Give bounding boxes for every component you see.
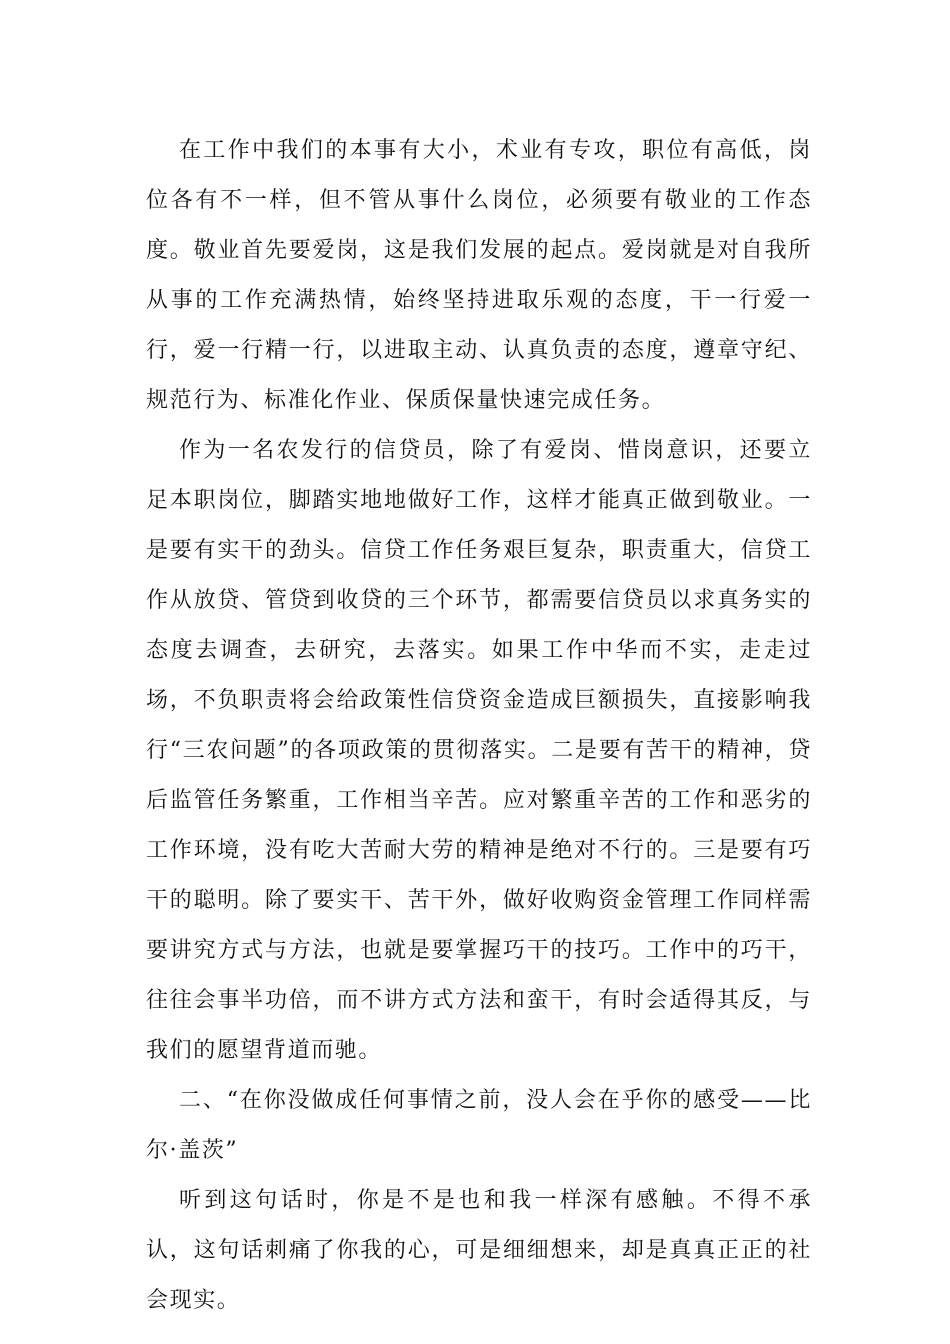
section-heading-bill-gates: 二、“在你没做成任何事情之前，没人会在乎你的感受——比尔·盖茨”: [146, 1088, 812, 1163]
paragraph-dedication: 在工作中我们的本事有大小，术业有专攻，职位有高低，岗位各有不一样，但不管从事什么岗位，必须要有敬业的工作态度。敬业首先要爱岗，这是我们发展的起点。爱岗就是对自我所从事的工作充满热情，始终坚持进取乐观的态度，干一行爱一行，爱一行精一行，以进取主动、认真负责的态度，遵章守纪、规范行为、标准化作业、保质保量快速完成任务。: [146, 138, 812, 413]
paragraph-reflection: 听到这句话时，你是不是也和我一样深有感触。不得不承认，这句话刺痛了你我的心，可是细细想来，却是真真正正的社会现实。: [146, 1188, 812, 1313]
document-body: [146, 126, 812, 1326]
paragraph-credit-officer: 作为一名农发行的信贷员，除了有爱岗、惜岗意识，还要立足本职岗位，脚踏实地地做好工作，这样才能真正做到敬业。一是要有实干的劲头。信贷工作任务艰巨复杂，职责重大，信贷工作从放贷、管贷到收贷的三个环节，都需要信贷员以求真务实的态度去调查，去研究，去落实。如果工作中华而不实，走走过场，不负职责将会给政策性信贷资金造成巨额损失，直接影响我行“三农问题”的各项政策的贯彻落实。二是要有苦干的精神，贷后监管任务繁重，工作相当辛苦。应对繁重辛苦的工作和恶劣的工作环境，没有吃大苦耐大劳的精神是绝对不行的。三是要有巧干的聪明。除了要实干、苦干外，做好收购资金管理工作同样需要讲究方式与方法，也就是要掌握巧干的技巧。工作中的巧干，往往会事半功倍，而不讲方式方法和蛮干，有时会适得其反，与我们的愿望背道而驰。: [146, 438, 812, 1063]
